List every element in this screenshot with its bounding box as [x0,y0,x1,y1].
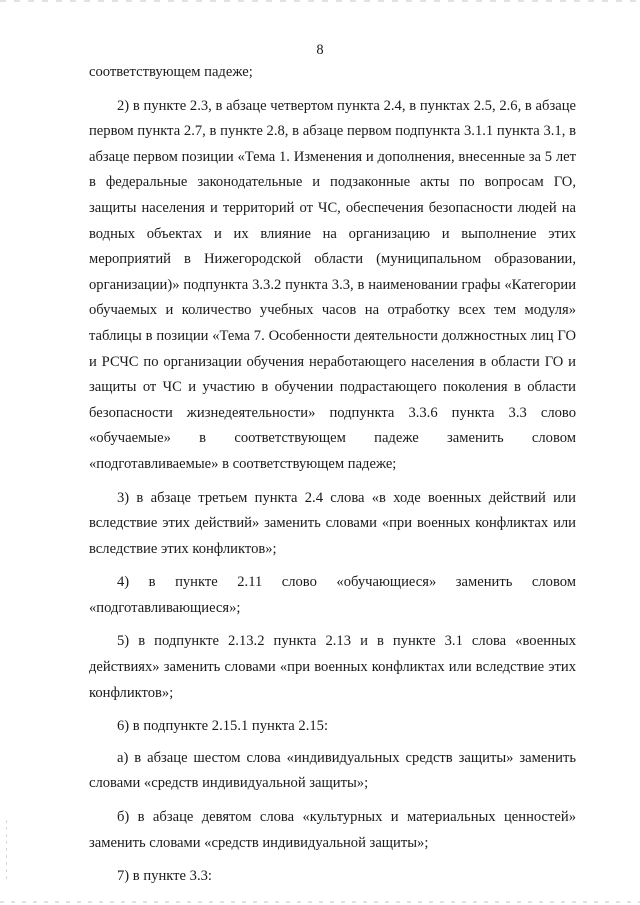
paragraph-item-4: 4) в пункте 2.11 слово «обучающиеся» заменить словом «подготавливающиеся»; [89,574,576,616]
paragraph-item-5: 5) в подпункте 2.13.2 пункта 2.13 и в пункте 3.1 слова «военных действиях» заменить словами «при военных конфликтах или вследствие этих конфликтов»; [89,633,576,701]
paragraph-item-6b: б) в абзаце девятом слова «культурных и материальных ценностей» заменить словами «средств индивидуальной защиты»; [89,809,576,851]
scan-artifact-bottom [0,901,640,903]
page-number: 8 [316,42,324,58]
paragraph-item-6a: а) в абзаце шестом слова «индивидуальных средств защиты» заменить словами «средств индивидуальной защиты»; [89,749,576,792]
paragraph-item-7: 7) в пункте 3.3: [117,868,212,885]
document-body [89,60,576,898]
scan-artifact-top [0,0,640,2]
paragraph-item-6: 6) в подпункте 2.15.1 пункта 2.15: [117,718,328,735]
scan-artifact-left [6,820,7,880]
paragraph-item-2: 2) в пункте 2.3, в абзаце четвертом пункта 2.4, в пунктах 2.5, 2.6, в абзаце первом пункта 2.7, в пункте 2.8, в абзаце первом подпункта 3.1.1 пункта 3.1, в абзаце первом позиции «Тема 1. Изменения и дополнения, внесенные за 5 лет в федеральные законодательные и подзаконные акты по вопросам ГО, защиты населения и территорий от ЧС, обеспечения безопасности людей на водных объектах и их влияние на организацию и выполнение этих мероприятий в Нижегородской области (муниципальном образовании, организации)» подпункта 3.3.2 пункта 3.3, в наименовании графы «Категории обучаемых и количество учебных часов на отработку всех тем модуля» таблицы в позиции «Тема 7. Особенности деятельности должностных лиц ГО и РСЧС по организации обучения неработающего населения в области ГО и защиты от ЧС и участию в обучении подрастающего поколения в области безопасности жизнедеятельности» подпункта 3.3.6 пункта 3.3 слово «обучаемые» в соответствующем падеже заменить словом «подготавливаемые» в соответствующем падеже; [89,97,576,472]
paragraph-item-3: 3) в абзаце третьем пункта 2.4 слова «в ходе военных действий или вследствие этих действий» заменить словами «при военных конфликтах или вследствие этих конфликтов»; [89,489,576,557]
paragraph-continuation: соответствующем падеже; [89,64,253,80]
